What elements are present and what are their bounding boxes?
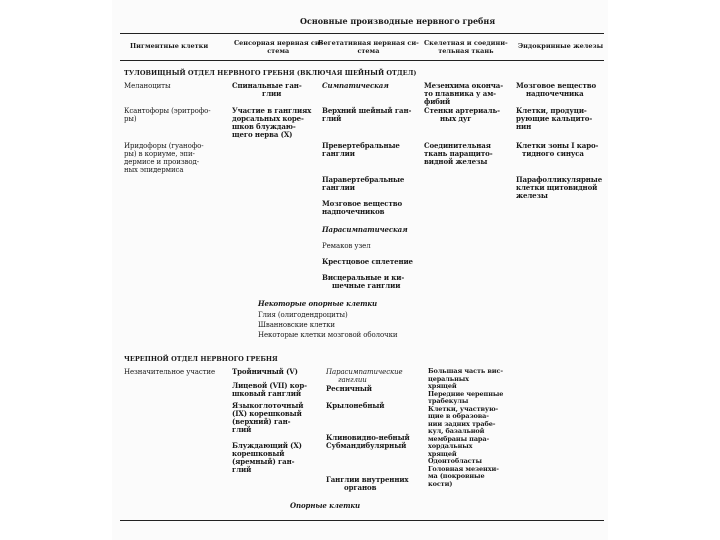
header-top-rule bbox=[120, 33, 604, 34]
support-cranial: Опорные клетки bbox=[290, 501, 361, 510]
skeletal-connective: Соединительная ткань паращито- видной железы bbox=[424, 141, 493, 166]
autonomic-pterygopalatine: Крылонебный bbox=[326, 401, 385, 410]
skeletal-cranial: Большая часть вис- церальных хрящей Передние черепные трабекулы Клетки, участвую- щие в образова- нии задних трабе- кул, базальной мембраны пара- хордальных хрящей Одонтобласты Головная мезенхи- ма (покровные кости) bbox=[428, 367, 504, 488]
endocrine-calcitonin: Клетки, продуци- рующие кальцито- нин bbox=[516, 106, 593, 131]
autonomic-paravertebral: Паравертебральные ганглии bbox=[322, 175, 405, 192]
autonomic-internal-organs: Ганглии внутренних органов bbox=[326, 475, 409, 492]
sensory-trigeminal: Тройничный (V) bbox=[232, 367, 298, 376]
autonomic-ciliary: Ресничный bbox=[326, 384, 372, 393]
header-endocrine: Эндокринные железы bbox=[518, 42, 604, 50]
sensory-facial: Лицевой (VII) кор- шковый ганглий bbox=[232, 381, 307, 398]
autonomic-sympathetic: Симпатическая bbox=[322, 81, 389, 90]
autonomic-visceral: Висцеральные и ки- шечные ганглии bbox=[322, 273, 405, 290]
sensory-vagus-cranial: Блуждающий (X) корешковый (яремный) ган- глий bbox=[232, 441, 302, 474]
autonomic-sphenopalatine: Клиновидно-небный Субмандибулярный bbox=[326, 433, 410, 450]
pigment-xanthophores: Ксантофоры (эритрофо- ры) bbox=[124, 107, 211, 123]
header-autonomic: Вегетативная нервная си- стема bbox=[318, 39, 419, 55]
skeletal-arteries: Стенки артериаль- ных дуг bbox=[424, 106, 500, 123]
endocrine-parafollicular: Парафолликулярные клетки щитовидной железы bbox=[516, 175, 603, 200]
pigment-cranial: Незначительное участие bbox=[124, 368, 216, 376]
support-schwann: Шванновские клетки bbox=[258, 321, 335, 329]
endocrine-carotid: Клетки зоны I каро- тидного синуса bbox=[516, 141, 599, 158]
page-title: Основные производные нервного гребня bbox=[300, 16, 496, 26]
autonomic-adrenal-medulla: Мозговое вещество надпочечников bbox=[322, 199, 403, 216]
autonomic-prevertebral: Превертебральные ганглии bbox=[322, 141, 400, 158]
autonomic-remak: Ремаков узел bbox=[322, 242, 371, 250]
header-pigment: Пигментные клетки bbox=[130, 42, 209, 50]
support-meninges: Некоторые клетки мозговой оболочки bbox=[258, 331, 398, 339]
sensory-vagus-trunk: Участие в ганглиях дорсальных коре- шков блуждаю- щего нерва (X) bbox=[232, 106, 312, 139]
bottom-rule bbox=[120, 520, 604, 521]
autonomic-parasympathetic: Парасимпатическая bbox=[322, 225, 408, 234]
pigment-iridophores: Иридофоры (гуанофо- ры) в кориуме, эпи- дермисе и производ- ных эпидермиса bbox=[124, 142, 204, 174]
pigment-melanocytes: Меланоциты bbox=[124, 82, 171, 90]
sensory-glossopharyngeal: Языкоглоточный (IX) корешковый (верхний) ган- глий bbox=[232, 401, 304, 434]
section-trunk: ТУЛОВИЩНЫЙ ОТДЕЛ НЕРВНОГО ГРЕБНЯ (ВКЛЮЧАЯ ШЕЙНЫЙ ОТДЕЛ) bbox=[124, 69, 417, 77]
header-skeletal: Скелетная и соедини- тельная ткань bbox=[424, 39, 508, 55]
header-bottom-rule bbox=[120, 60, 604, 61]
header-sensory: Сенсорная нервная си- стема bbox=[234, 39, 323, 55]
support-heading: Некоторые опорные клетки bbox=[258, 299, 378, 308]
autonomic-cervical: Верхний шейный ган- глий bbox=[322, 106, 412, 123]
skeletal-mesenchyme: Мезенхима оконча- то плавника у ам- фибий bbox=[424, 81, 504, 106]
section-cranial: ЧЕРЕПНОЙ ОТДЕЛ НЕРВНОГО ГРЕБНЯ bbox=[124, 355, 278, 363]
sensory-spinal: Спинальные ган- глии bbox=[232, 81, 302, 98]
autonomic-sacral: Крестцовое сплетение bbox=[322, 257, 413, 266]
support-glia: Глия (олигодендроциты) bbox=[258, 311, 348, 319]
endocrine-adrenal: Мозговое вещество надпочечника bbox=[516, 81, 597, 98]
autonomic-cranial-parasympathetic: Парасимпатические ганглии bbox=[326, 368, 403, 384]
